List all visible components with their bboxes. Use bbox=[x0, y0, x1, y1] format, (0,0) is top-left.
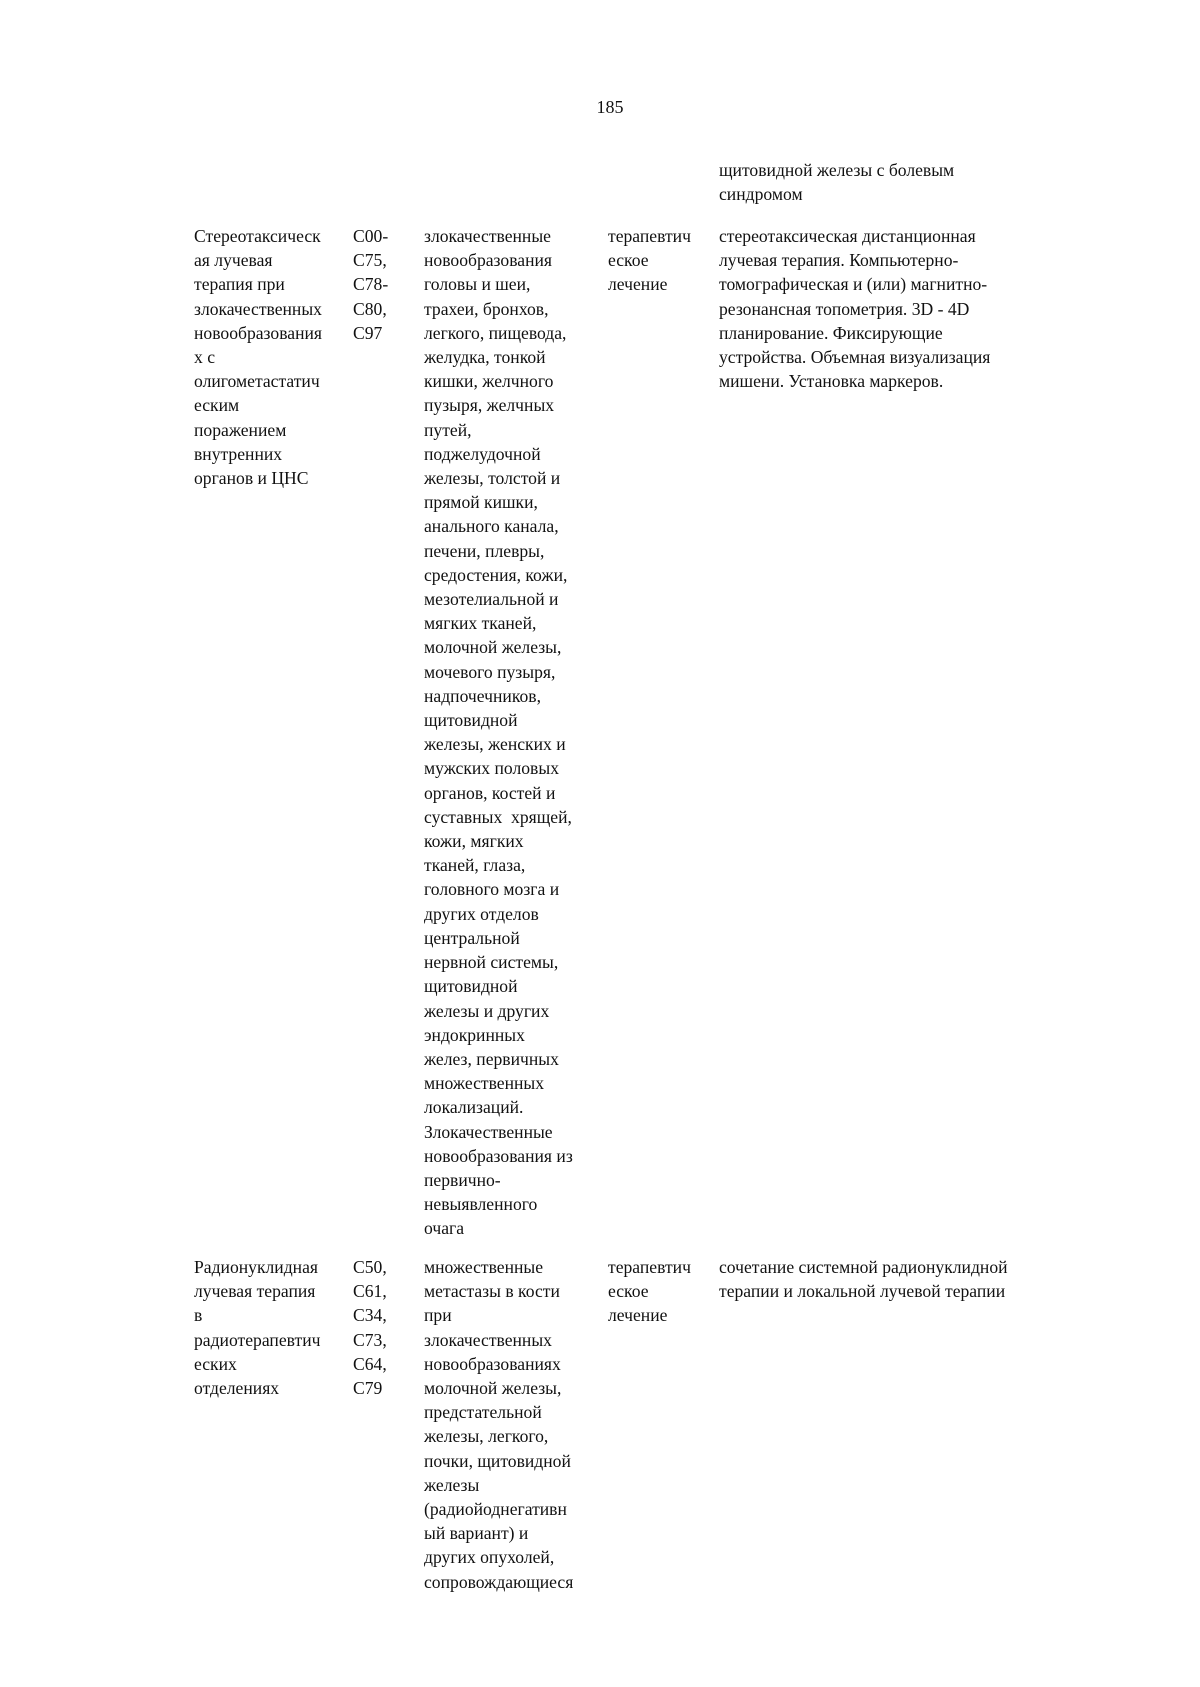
text-line: мужских половых bbox=[424, 758, 559, 779]
row1-name-cell bbox=[194, 224, 344, 490]
text-line: томографическая и (или) магнитно- bbox=[719, 274, 988, 295]
text-line: планирование. Фиксирующие bbox=[719, 322, 943, 343]
text-line: новообразования bbox=[424, 250, 553, 271]
page-number: 185 bbox=[596, 97, 624, 117]
text-line: эндокринных bbox=[424, 1024, 525, 1045]
text-line: (радиойоднегативн bbox=[424, 1499, 567, 1520]
text-line: суставных хрящей, bbox=[424, 806, 572, 827]
text-line: C61, bbox=[353, 1281, 387, 1302]
text-line: щитовидной bbox=[424, 976, 518, 997]
text-line: C79 bbox=[353, 1378, 383, 1399]
text-line: метастазы в кости bbox=[424, 1281, 560, 1302]
row1-model-cell bbox=[424, 224, 609, 1241]
text-line: мягких тканей, bbox=[424, 613, 537, 634]
text-line: мочевого пузыря, bbox=[424, 661, 556, 682]
text-line: кишки, желчного bbox=[424, 371, 554, 392]
text-line: при bbox=[424, 1305, 452, 1326]
text-line: других опухолей, bbox=[424, 1547, 555, 1568]
text-line: Стереотаксическ bbox=[194, 226, 321, 246]
text-line: внутренних bbox=[194, 443, 283, 464]
text-line: ая лучевая bbox=[194, 250, 273, 271]
text-line: терапия при bbox=[194, 274, 285, 295]
text-line: органов и ЦНС bbox=[194, 468, 309, 489]
text-line: в bbox=[194, 1305, 203, 1326]
text-line: молочной железы, bbox=[424, 637, 562, 658]
text-line: резонансная топометрия. 3D - 4D bbox=[719, 298, 970, 319]
text-line: злокачественных bbox=[424, 1329, 552, 1350]
text-line: сочетание системной радионуклидной bbox=[719, 1257, 1008, 1277]
text-line: лечение bbox=[608, 1305, 668, 1326]
text-line: железы, легкого, bbox=[424, 1426, 549, 1447]
text-line: еских bbox=[194, 1353, 237, 1374]
text-line: железы, женских и bbox=[424, 734, 566, 755]
text-line: олигометастатич bbox=[194, 371, 320, 392]
text-line: центральной bbox=[424, 927, 520, 948]
text-line: железы, толстой и bbox=[424, 468, 561, 489]
text-line: еским bbox=[194, 395, 240, 416]
text-line: терапевтич bbox=[608, 226, 691, 246]
row2-model-cell bbox=[424, 1255, 609, 1594]
text-line: устройства. Объемная визуализация bbox=[719, 347, 991, 368]
continued-method-cell bbox=[719, 158, 1049, 206]
text-line: новообразования bbox=[194, 322, 323, 343]
text-line: локализаций. bbox=[424, 1097, 524, 1118]
text-line: поражением bbox=[194, 419, 287, 440]
text-line: очага bbox=[424, 1218, 465, 1239]
text-line: C73, bbox=[353, 1329, 387, 1350]
text-line: щитовидной bbox=[424, 710, 518, 731]
text-line: C00- bbox=[353, 226, 389, 246]
text-line: кожи, мягких bbox=[424, 831, 524, 852]
row2-method-cell bbox=[719, 1255, 1069, 1303]
text-line: пузыря, желчных bbox=[424, 395, 555, 416]
row1-method-cell bbox=[719, 224, 1069, 393]
text-line: мишени. Установка маркеров. bbox=[719, 371, 944, 392]
text-line: средостения, кожи, bbox=[424, 564, 568, 585]
text-line: еское bbox=[608, 1281, 649, 1302]
text-line: C78- bbox=[353, 274, 389, 295]
text-line: синдромом bbox=[719, 184, 803, 205]
text-line: надпочечников, bbox=[424, 685, 541, 706]
text-line: желез, первичных bbox=[424, 1048, 559, 1069]
text-line: первично- bbox=[424, 1169, 501, 1190]
text-line: злокачественных bbox=[194, 298, 322, 319]
text-line: Злокачественные bbox=[424, 1121, 553, 1142]
text-line: прямой кишки, bbox=[424, 492, 538, 513]
text-line: C97 bbox=[353, 322, 383, 343]
row2-treatment-cell bbox=[608, 1255, 713, 1328]
text-line: путей, bbox=[424, 419, 472, 440]
text-line: лучевая терапия bbox=[194, 1281, 316, 1302]
text-line: C75, bbox=[353, 250, 387, 271]
text-line: щитовидной железы с болевым bbox=[719, 160, 955, 180]
row1-codes-cell bbox=[353, 224, 413, 345]
text-line: предстательной bbox=[424, 1402, 542, 1423]
row2-codes-cell bbox=[353, 1255, 413, 1400]
text-line: C80, bbox=[353, 298, 387, 319]
text-line: головного мозга и bbox=[424, 879, 560, 900]
text-line: Радионуклидная bbox=[194, 1257, 318, 1277]
text-line: трахеи, бронхов, bbox=[424, 298, 549, 319]
text-line: сопровождающиеся bbox=[424, 1571, 574, 1592]
text-line: новообразования из bbox=[424, 1145, 573, 1166]
text-line: желудка, тонкой bbox=[424, 347, 546, 368]
text-line: стереотаксическая дистанционная bbox=[719, 226, 976, 246]
text-line: анального канала, bbox=[424, 516, 559, 537]
text-line: почки, щитовидной bbox=[424, 1450, 571, 1471]
text-line: органов, костей и bbox=[424, 782, 556, 803]
text-line: тканей, глаза, bbox=[424, 855, 526, 876]
text-line: лучевая терапия. Компьютерно- bbox=[719, 250, 959, 271]
text-line: печени, плевры, bbox=[424, 540, 545, 561]
text-line: C64, bbox=[353, 1353, 387, 1374]
text-line: нервной системы, bbox=[424, 952, 559, 973]
text-line: отделениях bbox=[194, 1378, 280, 1399]
text-line: множественные bbox=[424, 1257, 544, 1277]
text-line: невыявленного bbox=[424, 1194, 538, 1215]
text-line: терапии и локальной лучевой терапии bbox=[719, 1281, 1006, 1302]
text-line: терапевтич bbox=[608, 1257, 691, 1277]
text-line: лечение bbox=[608, 274, 668, 295]
text-line: железы и других bbox=[424, 1000, 550, 1021]
text-line: легкого, пищевода, bbox=[424, 322, 567, 343]
row1-treatment-cell bbox=[608, 224, 713, 297]
text-line: новообразованиях bbox=[424, 1353, 561, 1374]
text-line: мезотелиальной и bbox=[424, 589, 559, 610]
text-line: молочной железы, bbox=[424, 1378, 562, 1399]
row2-name-cell bbox=[194, 1255, 344, 1400]
text-line: железы bbox=[424, 1474, 480, 1495]
text-line: поджелудочной bbox=[424, 443, 541, 464]
text-line: еское bbox=[608, 250, 649, 271]
text-line: ый вариант) и bbox=[424, 1523, 529, 1544]
text-line: C50, bbox=[353, 1257, 387, 1277]
text-line: множественных bbox=[424, 1073, 545, 1094]
text-line: других отделов bbox=[424, 903, 539, 924]
text-line: х с bbox=[194, 347, 216, 368]
text-line: головы и шеи, bbox=[424, 274, 531, 295]
text-line: злокачественные bbox=[424, 226, 551, 246]
text-line: радиотерапевтич bbox=[194, 1329, 321, 1350]
text-line: C34, bbox=[353, 1305, 387, 1326]
